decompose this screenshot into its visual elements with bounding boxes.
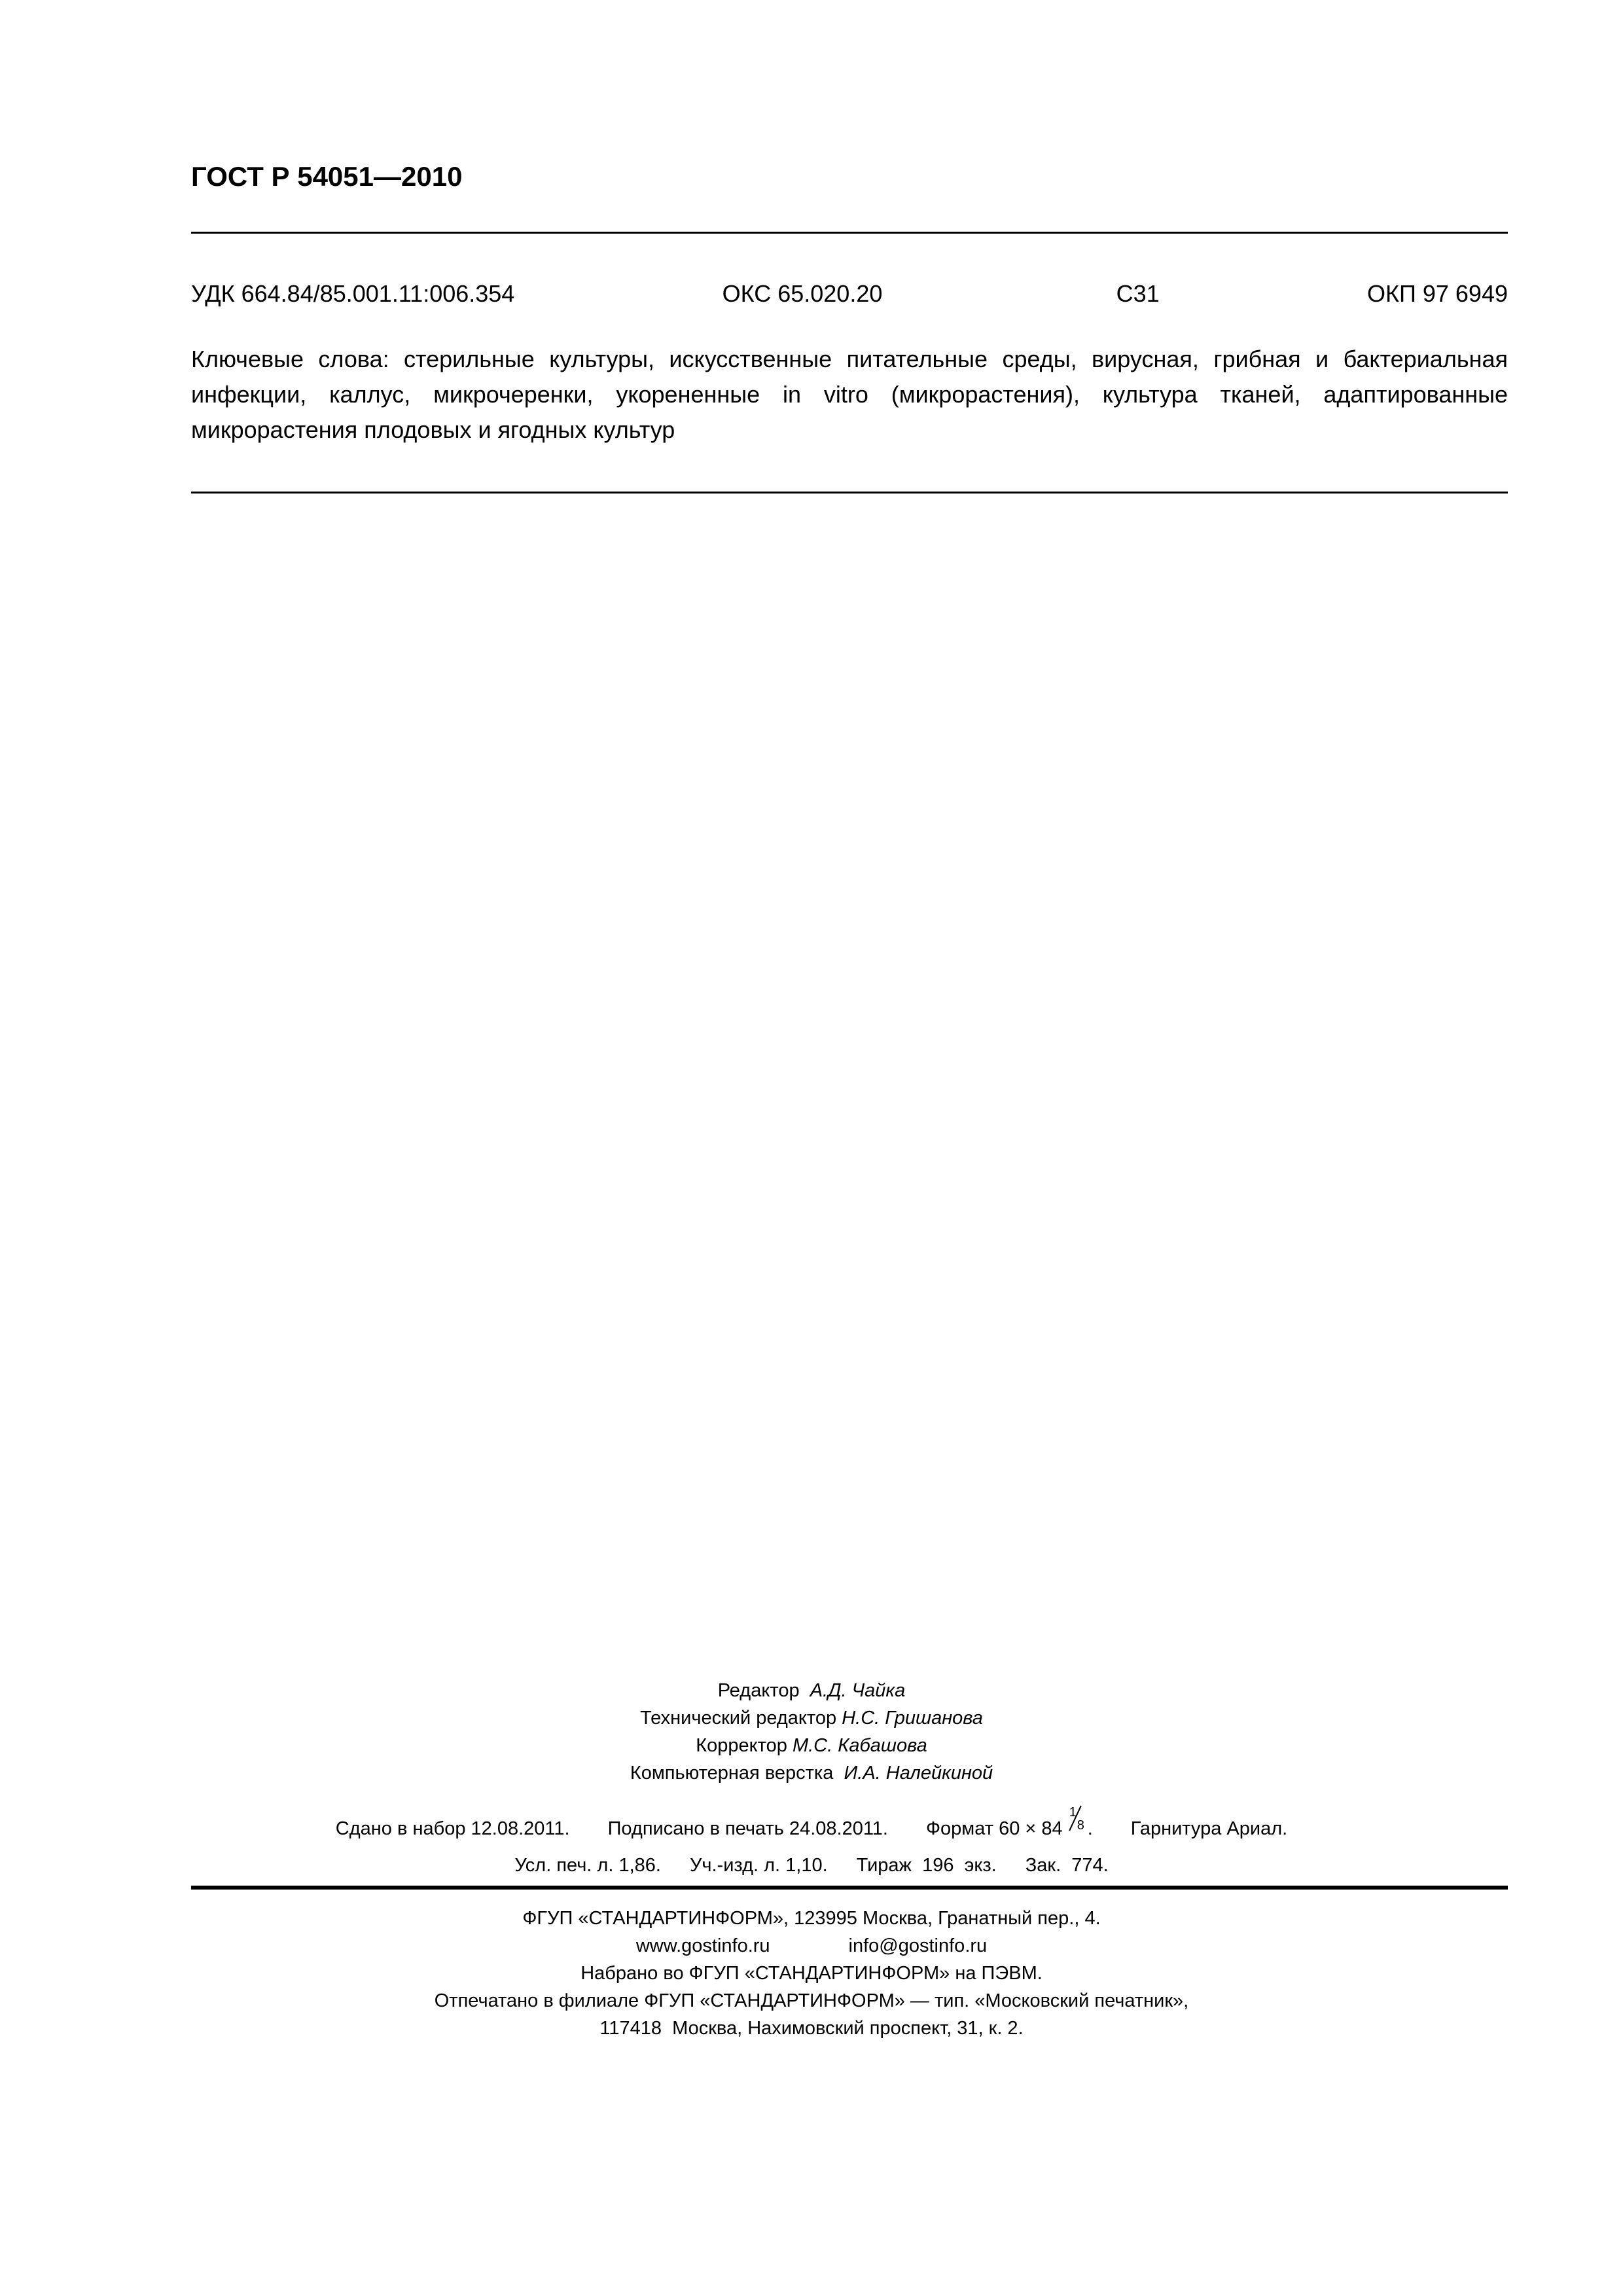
keywords-divider	[191, 492, 1508, 493]
credit-role: Компьютерная верстка	[630, 1763, 834, 1784]
credit-technical-editor	[0, 1704, 1623, 1732]
format	[926, 1805, 1093, 1839]
credit-name: А.Д. Чайка	[810, 1680, 906, 1701]
printed-note: Отпечатано в филиале ФГУП «СТАНДАРТИНФОРМ» — тип. «Московский печатник»,	[434, 1990, 1189, 2011]
printer-address: 117418 Москва, Нахимовский проспект, 31, к. 2.	[599, 2018, 1024, 2039]
keywords-paragraph: Ключевые слова: стерильные культуры, искусственные питательные среды, вирусная, грибная и бактериальная инфекции, каллус, микрочеренки, укорененные in vitro (микрорастения), культура тканей, адаптированные микрорастения плодовых и ягодных культур	[191, 346, 1508, 443]
credit-name: М.С. Кабашова	[792, 1735, 927, 1756]
format-size: Формат 60 × 84	[926, 1818, 1063, 1839]
credit-name: И.А. Налейкиной	[844, 1763, 993, 1784]
credit-editor	[0, 1677, 1623, 1704]
document-title: ГОСТ Р 54051—2010	[191, 161, 463, 192]
order-number: Зак. 774.	[1025, 1855, 1109, 1876]
credit-layout	[0, 1759, 1623, 1787]
fraction-denominator: 8	[1077, 1818, 1084, 1833]
credits-block	[0, 1677, 1623, 1787]
print-info-line-2	[0, 1852, 1623, 1879]
header-divider	[191, 232, 1508, 234]
imprint-divider	[191, 1886, 1508, 1890]
publisher-block	[0, 1905, 1623, 2042]
print-info-block	[0, 1805, 1623, 1879]
signed-to-print: Подписано в печать 24.08.2011.	[607, 1818, 888, 1839]
fraction-numerator: 1	[1069, 1805, 1077, 1820]
sent-to-typeset: Сдано в набор 12.08.2011.	[335, 1818, 570, 1839]
publisher-contacts	[0, 1932, 1623, 1960]
credit-role: Корректор	[696, 1735, 787, 1756]
typeset-note: Набрано во ФГУП «СТАНДАРТИНФОРМ» на ПЭВМ.	[580, 1963, 1043, 1984]
publishing-sheets: Уч.-изд. л. 1,10.	[689, 1855, 828, 1876]
classification-codes	[191, 280, 1508, 308]
okp-code: ОКП 97 6949	[1367, 280, 1508, 307]
publisher-address: ФГУП «СТАНДАРТИНФОРМ», 123995 Москва, Гранатный пер., 4.	[522, 1908, 1101, 1929]
format-fraction	[1068, 1805, 1088, 1835]
credit-role: Редактор	[717, 1680, 800, 1701]
udk-code: УДК 664.84/85.001.11:006.354	[191, 280, 515, 307]
credit-name: Н.С. Гришанова	[842, 1708, 983, 1729]
credit-proofreader	[0, 1732, 1623, 1759]
print-info-line-1	[0, 1805, 1623, 1842]
oks-code: ОКС 65.020.20	[722, 280, 883, 307]
format-suffix: .	[1087, 1818, 1093, 1839]
printed-sheets: Усл. печ. л. 1,86.	[514, 1855, 661, 1876]
print-run: Тираж 196 экз.	[856, 1855, 997, 1876]
credit-role: Технический редактор	[640, 1708, 837, 1729]
email-link[interactable]: info@gostinfo.ru	[848, 1935, 988, 1956]
website-link[interactable]: www.gostinfo.ru	[635, 1935, 770, 1956]
typeface: Гарнитура Ариал.	[1130, 1818, 1288, 1839]
group-code: С31	[1116, 280, 1160, 307]
